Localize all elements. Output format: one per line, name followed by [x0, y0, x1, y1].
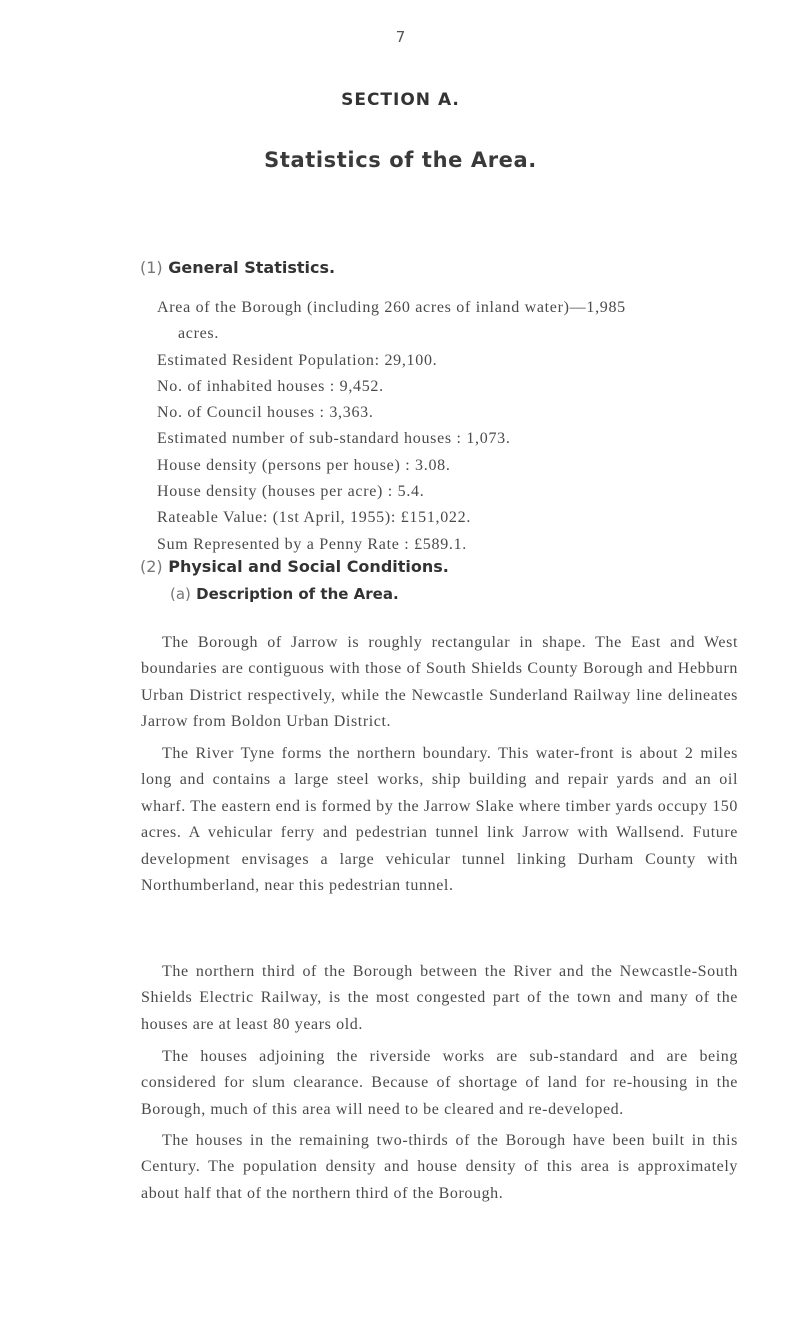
physical-conditions-heading	[140, 557, 449, 576]
stat-line: Rateable Value: (1st April, 1955): £151,022.	[157, 509, 472, 527]
stat-line: House density (persons per house) : 3.08.	[157, 456, 451, 474]
general-statistics-number: (1)	[140, 258, 163, 277]
stat-line: No. of inhabited houses : 9,452.	[157, 377, 384, 395]
page-number: 7	[395, 28, 406, 46]
physical-conditions-title: Physical and Social Conditions.	[168, 557, 449, 576]
stat-line: Estimated Resident Population: 29,100.	[157, 351, 438, 369]
stat-line: House density (houses per acre) : 5.4.	[157, 483, 425, 501]
body-paragraph: The northern third of the Borough between the River and the Newcastle-South Shields Electric Railway, is the most congested part of the town and many of the houses are at least 80 years old.	[141, 963, 738, 1033]
body-paragraph: The Borough of Jarrow is roughly rectangular in shape. The East and West boundaries are contiguous with those of South Shields County Borough and Hebburn Urban District respectively, while the Newcastle Sunderland Railway line delineates Jarrow from Boldon Urban District.	[141, 634, 738, 731]
general-statistics-title: General Statistics.	[168, 258, 336, 277]
general-statistics-heading	[140, 258, 335, 277]
physical-conditions-number: (2)	[140, 557, 163, 576]
stat-line: No. of Council houses : 3,363.	[157, 404, 374, 422]
stat-line: Area of the Borough (including 260 acres of inland water)—1,985	[157, 299, 626, 316]
page-title: Statistics of the Area.	[264, 148, 537, 172]
stat-line: Estimated number of sub-standard houses : 1,073.	[157, 430, 511, 448]
section-label: SECTION A.	[341, 90, 460, 110]
general-statistics-list	[157, 295, 757, 558]
stat-line: Sum Represented by a Penny Rate : £589.1.	[157, 535, 467, 553]
stat-line: acres.	[178, 325, 220, 343]
body-paragraph: The River Tyne forms the northern boundary. This water-front is about 2 miles long and contains a large steel works, ship building and repair yards and an oil wharf. The eastern end is formed by the Jarrow Slake where timber yards occupy 150 acres. A vehicular ferry and pedestrian tunnel link Jarrow with Wallsend. Future development envisages a large vehicular tunnel linking Durham County with Northumberland, near this pedestrian tunnel.	[141, 745, 738, 895]
description-number: (a)	[170, 585, 191, 603]
description-title: Description of the Area.	[196, 585, 399, 603]
description-heading	[170, 585, 399, 603]
body-paragraph: The houses in the remaining two-thirds of the Borough have been built in this Century. The population density and house density of this area is approximately about half that of the northern third of the Borough.	[141, 1132, 738, 1202]
body-paragraph: The houses adjoining the riverside works are sub-standard and are being considered for slum clearance. Because of shortage of land for re-housing in the Borough, much of this area will need to be cleared and re-developed.	[141, 1048, 738, 1118]
